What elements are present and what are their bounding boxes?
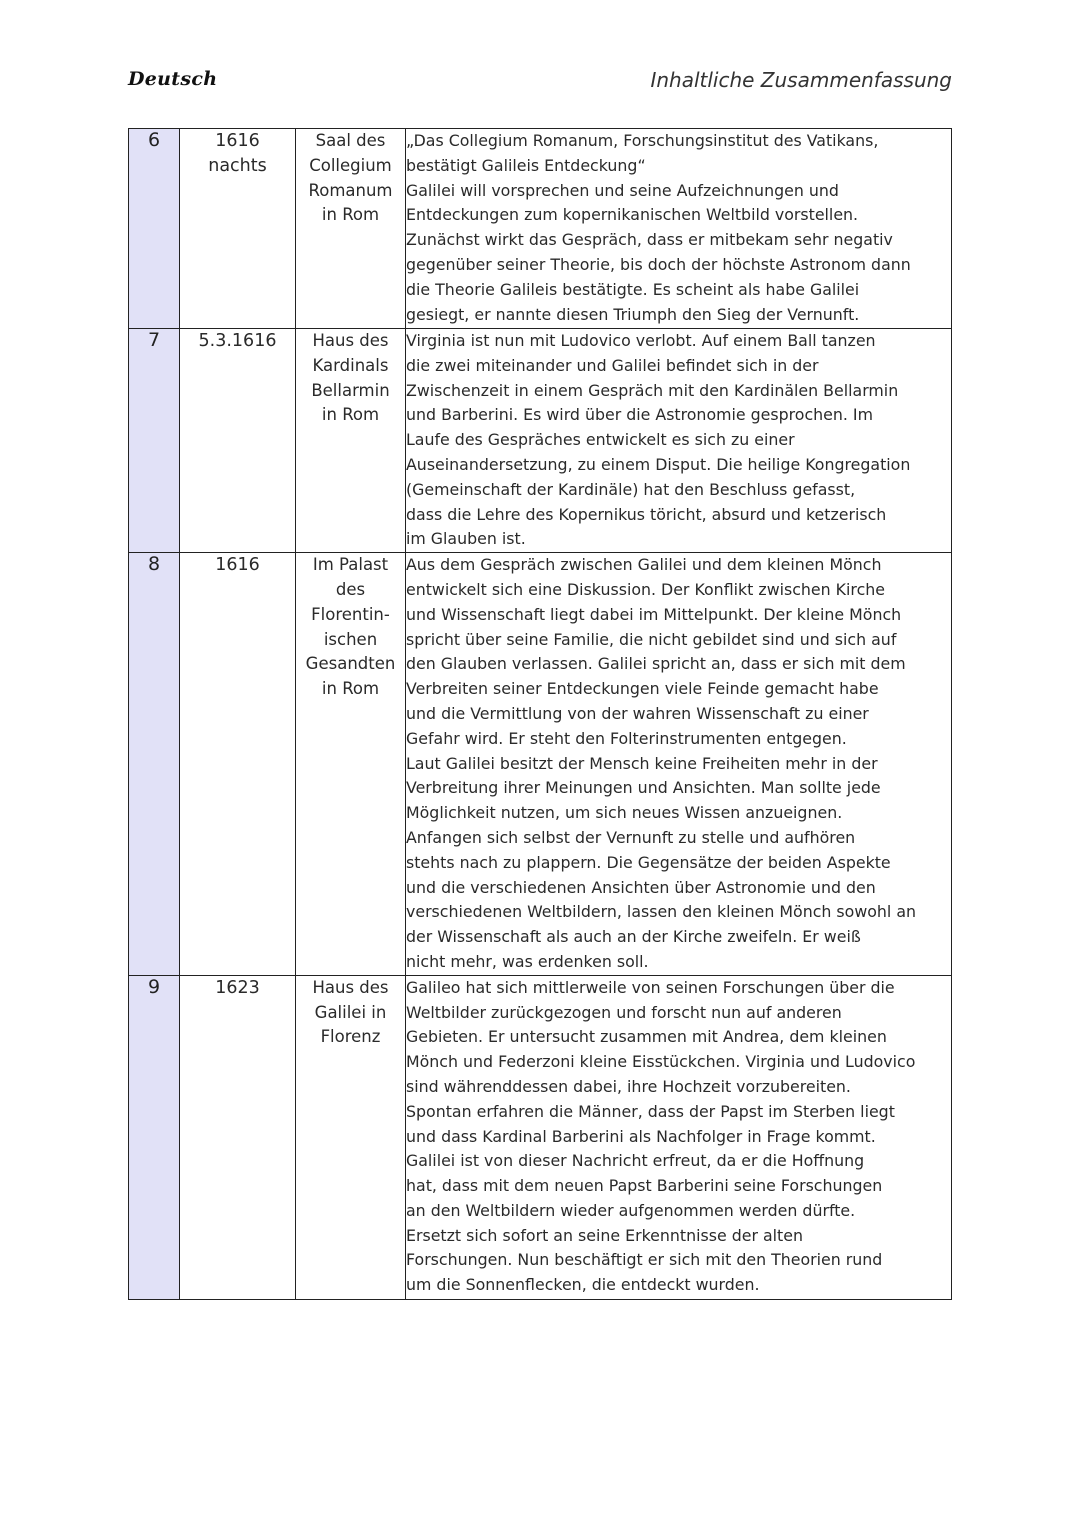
scene-number: 6: [129, 129, 180, 329]
scene-date: 1616: [180, 553, 296, 976]
table-row: [129, 553, 952, 976]
scene-date: 5.3.1616: [180, 329, 296, 553]
scene-date: 1623: [180, 975, 296, 1299]
scene-place: Saal des Collegium Romanum in Rom: [296, 129, 406, 329]
table-row: [129, 329, 952, 553]
scene-place: Haus des Kardinals Bellarmin in Rom: [296, 329, 406, 553]
scene-number: 7: [129, 329, 180, 553]
scene-number: 9: [129, 975, 180, 1299]
scene-summary: Virginia ist nun mit Ludovico verlobt. Auf einem Ball tanzen die zwei miteinander und Galilei befindet sich in der Zwischenzeit in einem Gespräch mit den Kardinälen Bellarmin und Barberini. Es wird über die Astronomie gesprochen. Im Laufe des Gespräches entwickelt es sich zu einer Auseinandersetzung, zu einem Disput. Die heilige Kongregation (Gemeinschaft der Kardinäle) hat den Beschluss gefasst, dass die Lehre des Kopernikus töricht, absurd und ketzerisch im Glauben ist.: [406, 329, 952, 553]
scene-number: 8: [129, 553, 180, 976]
scene-summary: „Das Collegium Romanum, Forschungsinstitut des Vatikans, bestätigt Galileis Entdeckung“ Galilei will vorsprechen und seine Aufzeichnungen und Entdeckungen zum kopernikanischen Weltbild vorstellen. Zunächst wirkt das Gespräch, dass er mitbekam sehr negativ gegenüber seiner Theorie, bis doch der höchste Astronom dann die Theorie Galileis bestätigte. Es scheint als habe Galilei gesiegt, er nannte diesen Triumph den Sieg der Vernunft.: [406, 129, 952, 329]
scene-summary: Aus dem Gespräch zwischen Galilei und dem kleinen Mönch entwickelt sich eine Diskussion. Der Konflikt zwischen Kirche und Wissenschaft liegt dabei im Mittelpunkt. Der kleine Mönch spricht über seine Familie, die nicht gebildet sind und sich auf den Glauben verlassen. Galilei spricht an, dass er sich mit dem Verbreiten seiner Entdeckungen viele Feinde gemacht habe und die Vermittlung von der wahren Wissenschaft zu einer Gefahr wird. Er steht den Folterinstrumenten entgegen. Laut Galilei besitzt der Mensch keine Freiheiten mehr in der Verbreitung ihrer Meinungen und Ansichten. Man sollte jede Möglichkeit nutzen, um sich neues Wissen anzueignen. Anfangen sich selbst der Vernunft zu stelle und aufhören stehts nach zu plappern. Die Gegensätze der beiden Aspekte und die verschiedenen Ansichten über Astronomie und den verschiedenen Weltbildern, lassen den kleinen Mönch sowohl an der Wissenschaft als auch an der Kirche zweifeln. Er weiß nicht mehr, was erdenken soll.: [406, 553, 952, 976]
scene-place: Haus des Galilei in Florenz: [296, 975, 406, 1299]
scene-date: 1616 nachts: [180, 129, 296, 329]
table-row: [129, 129, 952, 329]
document-title: Inhaltliche Zusammenfassung: [650, 68, 952, 92]
scene-place: Im Palast des Florentin- ischen Gesandten in Rom: [296, 553, 406, 976]
page-header: [128, 66, 952, 100]
scene-summary: Galileo hat sich mittlerweile von seinen Forschungen über die Weltbilder zurückgezogen und forscht nun auf anderen Gebieten. Er untersucht zusammen mit Andrea, dem kleinen Mönch und Federzoni kleine Eisstückchen. Virginia und Ludovico sind währenddessen dabei, ihre Hochzeit vorzubereiten. Spontan erfahren die Männer, dass der Papst im Sterben liegt und dass Kardinal Barberini als Nachfolger in Frage kommt. Galilei ist von dieser Nachricht erfreut, da er die Hoffnung hat, dass mit dem neuen Papst Barberini seine Forschungen an den Weltbildern wieder aufgenommen werden dürfte. Ersetzt sich sofort an seine Erkenntnisse der alten Forschungen. Nun beschäftigt er sich mit den Theorien rund um die Sonnenflecken, die entdeckt wurden.: [406, 975, 952, 1299]
table-row: [129, 975, 952, 1299]
subject-label: Deutsch: [128, 68, 218, 90]
summary-table: [128, 128, 952, 1300]
